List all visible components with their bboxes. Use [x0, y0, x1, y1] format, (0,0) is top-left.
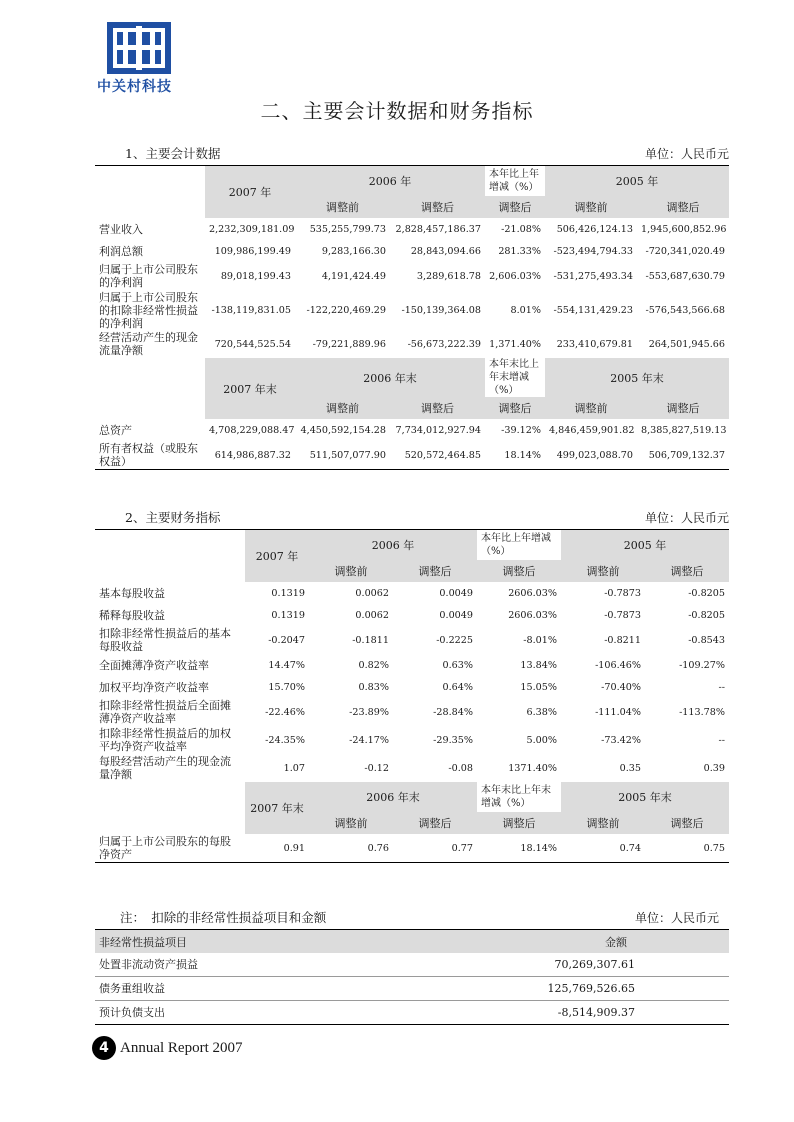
cell-value: -0.7873 — [604, 587, 641, 599]
table-row — [95, 953, 729, 977]
col-amount: 金额 — [425, 930, 729, 953]
cell-value: 15.05% — [520, 681, 557, 693]
cell-value: 0.1319 — [271, 609, 305, 621]
col-2006: 2006 年 — [295, 166, 485, 196]
row-label: 扣除非经常性损益后全面摊薄净资产收益率 — [99, 699, 231, 725]
cell-value: 13.84% — [520, 659, 557, 671]
row-label: 营业收入 — [99, 222, 143, 236]
col-change-end: 本年末比上年末增减（%） — [485, 358, 545, 397]
row-label: 债务重组收益 — [99, 982, 165, 995]
cell-value: 18.14% — [504, 449, 541, 461]
cell-value: -39.12% — [501, 424, 541, 436]
row-label: 归属于上市公司股东的每股净资产 — [99, 835, 231, 861]
cell-value: -0.8205 — [688, 609, 725, 621]
row-label: 加权平均净资产收益率 — [99, 680, 209, 694]
col-2007-end: 2007 年末 — [205, 358, 295, 419]
cell-value: 2,828,457,186.37 — [395, 223, 481, 235]
cell-value: 0.83% — [358, 681, 389, 693]
cell-value: 264,501,945.66 — [648, 338, 725, 350]
cell-value: -0.8205 — [688, 587, 725, 599]
col-2005-end: 2005 年末 — [545, 358, 729, 397]
table-row — [95, 676, 729, 698]
cell-value: 535,255,799.73 — [309, 223, 386, 235]
column-header: 调整前 — [309, 812, 393, 834]
table-row — [95, 726, 729, 754]
col-change: 本年比上年增减（%） — [477, 530, 561, 560]
cell-value: 9,283,166.30 — [321, 245, 386, 257]
section-nonrecurring-items — [95, 912, 729, 1025]
cell-value: -576,543,566.68 — [645, 304, 725, 316]
row-label: 利润总额 — [99, 244, 143, 258]
table-row — [95, 1001, 729, 1025]
cell-value: -70.40% — [601, 681, 641, 693]
cell-value: -- — [718, 734, 725, 746]
col-change-after: 调整后 — [485, 196, 545, 218]
row-label: 全面摊薄净资产收益率 — [99, 658, 209, 672]
cell-value: 14.47% — [268, 659, 305, 671]
table-row — [95, 330, 729, 358]
cell-value: -29.35% — [433, 734, 473, 746]
cell-value: -21.08% — [501, 223, 541, 235]
cell-value: -23.89% — [349, 706, 389, 718]
logo-emblem-icon — [107, 22, 171, 74]
cell-value: -0.2225 — [436, 634, 473, 646]
cell-value: 0.35 — [619, 762, 641, 774]
cell-value: 0.1319 — [271, 587, 305, 599]
cell-value: -523,494,794.33 — [553, 245, 633, 257]
row-label: 总资产 — [99, 423, 132, 437]
row-label: 经营活动产生的现金流量净额 — [99, 331, 198, 357]
cell-value: -0.8543 — [688, 634, 725, 646]
cell-value: 3,289,618.78 — [416, 270, 481, 282]
table-row — [95, 626, 729, 654]
cell-value: 28,843,094.66 — [410, 245, 481, 257]
accounting-data-table — [95, 166, 729, 469]
column-header: 调整后 — [645, 812, 729, 834]
table-row — [95, 218, 729, 240]
cell-value: -138,119,831.05 — [211, 304, 291, 316]
cell-value: -22.46% — [265, 706, 305, 718]
logo-text: 中关村科技 — [97, 79, 172, 95]
column-header: 调整前 — [295, 397, 390, 419]
cell-value: -24.35% — [265, 734, 305, 746]
cell-value: -0.8211 — [604, 634, 641, 646]
section-accounting-data — [95, 148, 729, 470]
col-2006-after: 调整后 — [390, 196, 485, 218]
cell-value: 125,769,526.65 — [547, 982, 635, 995]
cell-value: -0.08 — [448, 762, 473, 774]
col-change: 本年比上年增减（%） — [485, 166, 545, 196]
cell-value: -56,673,222.39 — [407, 338, 481, 350]
column-header: 调整后 — [637, 397, 729, 419]
cell-value: 8,385,827,519.13 — [641, 424, 727, 436]
table-row — [95, 698, 729, 726]
cell-value: 0.0049 — [439, 609, 473, 621]
cell-value: 499,023,088.70 — [556, 449, 633, 461]
table-row — [95, 290, 729, 330]
cell-value: 1,371.40% — [489, 338, 541, 350]
row-label: 基本每股收益 — [99, 586, 165, 600]
row-label: 处置非流动资产损益 — [99, 958, 198, 971]
column-header: 调整前 — [561, 812, 645, 834]
cell-value: 4,450,592,154.28 — [300, 424, 386, 436]
col-2005-before: 调整前 — [545, 196, 637, 218]
cell-value: 4,708,229,088.47 — [209, 424, 295, 436]
cell-value: -113.78% — [679, 706, 725, 718]
row-label: 扣除非经常性损益后的加权平均净资产收益率 — [99, 727, 231, 753]
row-label: 归属于上市公司股东的扣除非经常性损益的净利润 — [99, 290, 198, 330]
col-change-end: 本年末比上年末增减（%） — [477, 782, 561, 812]
company-logo — [97, 22, 187, 96]
table-row — [95, 834, 729, 862]
col-2005: 2005 年 — [561, 530, 729, 560]
column-header: 调整后 — [393, 560, 477, 582]
cell-value: 4,191,424.49 — [321, 270, 386, 282]
cell-value: 2,232,309,181.09 — [209, 223, 295, 235]
cell-value: 0.0049 — [439, 587, 473, 599]
cell-value: -554,131,429.23 — [553, 304, 633, 316]
row-label: 预计负债支出 — [99, 1006, 165, 1019]
cell-value: -0.1811 — [352, 634, 389, 646]
cell-value: 520,572,464.85 — [404, 449, 481, 461]
cell-value: 5.00% — [526, 734, 557, 746]
nonrecurring-items-table — [95, 930, 729, 1024]
table-row — [95, 604, 729, 626]
section-title: 2、主要财务指标 — [125, 510, 221, 525]
cell-value: -720,341,020.49 — [645, 245, 725, 257]
financial-indicators-table — [95, 530, 729, 862]
cell-value: -0.2047 — [268, 634, 305, 646]
note-title: 注： 扣除的非经常性损益项目和金额 — [120, 910, 327, 925]
cell-value: 0.91 — [283, 842, 305, 854]
cell-value: 0.0062 — [355, 587, 389, 599]
column-header: 调整前 — [309, 560, 393, 582]
footer-text: Annual Report 2007 — [120, 1039, 243, 1056]
cell-value: 89,018,199.43 — [220, 270, 291, 282]
cell-value: 0.82% — [358, 659, 389, 671]
cell-value: 18.14% — [520, 842, 557, 854]
cell-value: -28.84% — [433, 706, 473, 718]
table-row — [95, 754, 729, 782]
cell-value: 0.64% — [442, 681, 473, 693]
cell-value: 0.63% — [442, 659, 473, 671]
cell-value: 6.38% — [526, 706, 557, 718]
cell-value: 2606.03% — [508, 609, 557, 621]
row-label: 稀释每股收益 — [99, 608, 165, 622]
page-number: 4 — [92, 1036, 116, 1060]
cell-value: -122,220,469.29 — [306, 304, 386, 316]
cell-value: -0.12 — [364, 762, 389, 774]
table-row — [95, 654, 729, 676]
column-header: 调整前 — [545, 397, 637, 419]
cell-value: -111.04% — [595, 706, 641, 718]
cell-value: 506,426,124.13 — [556, 223, 633, 235]
page-title: 二、主要会计数据和财务指标 — [260, 99, 534, 123]
cell-value: 0.74 — [619, 842, 641, 854]
cell-value: -150,139,364.08 — [401, 304, 481, 316]
unit-label: 单位：人民币元 — [644, 511, 729, 525]
cell-value: 4,846,459,901.82 — [549, 424, 635, 436]
col-2007-end: 2007 年末 — [245, 782, 309, 834]
row-label: 归属于上市公司股东的净利润 — [99, 263, 198, 289]
table-row — [95, 240, 729, 262]
cell-value: 0.77 — [451, 842, 473, 854]
table-row — [95, 419, 729, 441]
col-2005-end: 2005 年末 — [561, 782, 729, 812]
cell-value: -24.17% — [349, 734, 389, 746]
cell-value: 7,734,012,927.94 — [395, 424, 481, 436]
table-row — [95, 977, 729, 1001]
unit-label: 单位：人民币元 — [644, 147, 729, 161]
row-label: 所有者权益（或股东权益） — [99, 442, 198, 468]
cell-value: 0.39 — [703, 762, 725, 774]
cell-value: 1,945,600,852.96 — [641, 223, 727, 235]
row-label: 扣除非经常性损益后的基本每股收益 — [99, 627, 231, 653]
cell-value: 2606.03% — [508, 587, 557, 599]
cell-value: -109.27% — [679, 659, 725, 671]
cell-value: 1371.40% — [508, 762, 557, 774]
cell-value: 1.07 — [283, 762, 305, 774]
cell-value: 506,709,132.37 — [648, 449, 725, 461]
cell-value: 0.75 — [703, 842, 725, 854]
cell-value: -73.42% — [601, 734, 641, 746]
column-header: 调整后 — [477, 812, 561, 834]
column-header: 调整后 — [645, 560, 729, 582]
cell-value: 281.33% — [498, 245, 541, 257]
col-2005-after: 调整后 — [637, 196, 729, 218]
cell-value: -0.7873 — [604, 609, 641, 621]
col-2006-before: 调整前 — [295, 196, 390, 218]
col-2006-end: 2006 年末 — [295, 358, 485, 397]
cell-value: 511,507,077.90 — [309, 449, 386, 461]
column-header: 调整后 — [393, 812, 477, 834]
cell-value: -531,275,493.34 — [553, 270, 633, 282]
section-title: 1、主要会计数据 — [125, 146, 221, 161]
cell-value: 2,606.03% — [489, 270, 541, 282]
unit-label: 单位：人民币元 — [634, 911, 719, 925]
column-header: 调整前 — [561, 560, 645, 582]
cell-value: 109,986,199.49 — [214, 245, 291, 257]
col-2006: 2006 年 — [309, 530, 477, 560]
cell-value: -- — [718, 681, 725, 693]
col-2007: 2007 年 — [245, 530, 309, 582]
row-label: 每股经营活动产生的现金流量净额 — [99, 755, 231, 781]
cell-value: 614,986,887.32 — [214, 449, 291, 461]
column-header: 调整后 — [485, 397, 545, 419]
section-financial-indicators — [95, 512, 729, 863]
cell-value: 720,544,525.54 — [214, 338, 291, 350]
table-row — [95, 582, 729, 604]
cell-value: -106.46% — [595, 659, 641, 671]
page-footer — [92, 1036, 242, 1060]
cell-value: -8.01% — [523, 634, 557, 646]
cell-value: 70,269,307.61 — [554, 958, 635, 971]
cell-value: 15.70% — [268, 681, 305, 693]
column-header: 调整后 — [477, 560, 561, 582]
col-item: 非经常性损益项目 — [95, 930, 425, 953]
cell-value: 8.01% — [510, 304, 541, 316]
cell-value: 0.76 — [367, 842, 389, 854]
col-2007: 2007 年 — [205, 166, 295, 218]
cell-value: 233,410,679.81 — [556, 338, 633, 350]
cell-value: -553,687,630.79 — [645, 270, 725, 282]
cell-value: 0.0062 — [355, 609, 389, 621]
column-header: 调整后 — [390, 397, 485, 419]
col-2005: 2005 年 — [545, 166, 729, 196]
cell-value: -8,514,909.37 — [557, 1006, 635, 1019]
col-2006-end: 2006 年末 — [309, 782, 477, 812]
cell-value: -79,221,889.96 — [312, 338, 386, 350]
table-row — [95, 441, 729, 469]
table-row — [95, 262, 729, 290]
